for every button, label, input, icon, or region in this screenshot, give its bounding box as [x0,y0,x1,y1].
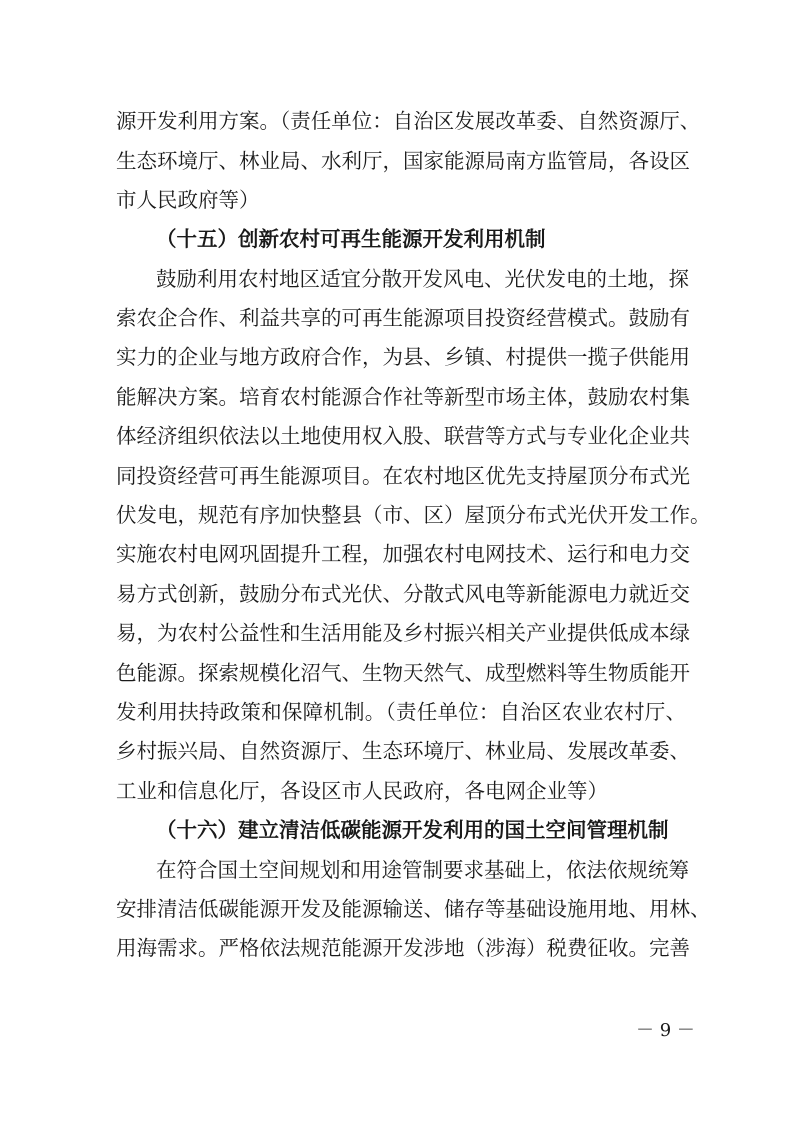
body-text-line: 用海需求。严格依法规范能源开发涉地（涉海）税费征收。完善 [116,936,690,960]
page-number: － 9 － [636,1020,695,1041]
body-text-line: 工业和信息化厅，各设区市人民政府，各电网企业等） [116,779,608,803]
body-text-line: 易方式创新，鼓励分布式光伏、分散式风电等新能源电力就近交 [116,582,690,606]
section-heading-16: （十六）建立清洁低碳能源开发利用的国土空间管理机制 [156,818,669,842]
body-text-line: 鼓励利用农村地区适宜分散开发风电、光伏发电的土地，探 [156,267,689,291]
body-text-line: 易，为农村公益性和生活用能及乡村振兴相关产业提供低成本绿 [116,621,690,645]
body-text-line: 市人民政府等） [116,188,260,212]
body-text-line: 伏发电，规范有序加快整县（市、区）屋顶分布式光伏开发工作。 [116,503,711,527]
body-text-line: 同投资经营可再生能源项目。在农村地区优先支持屋顶分布式光 [116,464,690,488]
body-text-line: 实力的企业与地方政府合作，为县、乡镇、村提供一揽子供能用 [116,345,690,369]
body-text-line: 能解决方案。培育农村能源合作社等新型市场主体，鼓励农村集 [116,385,690,409]
body-text-line: 索农企合作、利益共享的可再生能源项目投资经营模式。鼓励有 [116,306,690,330]
body-text-line: 在符合国土空间规划和用途管制要求基础上，依法依规统筹 [156,858,689,882]
body-text-line: 安排清洁低碳能源开发及能源输送、储存等基础设施用地、用林、 [116,897,711,921]
body-text-line: 源开发利用方案。（责任单位：自治区发展改革委、自然资源厅、 [116,109,701,133]
body-text-line: 色能源。探索规模化沼气、生物天然气、成型燃料等生物质能开 [116,661,690,685]
section-heading-15: （十五）创新农村可再生能源开发利用机制 [156,227,546,251]
body-text-line: 实施农村电网巩固提升工程，加强农村电网技术、运行和电力交 [116,542,690,566]
body-text-line: 体经济组织依法以土地使用权入股、联营等方式与专业化企业共 [116,424,690,448]
body-text-line: 乡村振兴局、自然资源厅、生态环境厅、林业局、发展改革委、 [116,739,690,763]
body-text-line: 发利用扶持政策和保障机制。（责任单位：自治区农业农村厅、 [116,700,686,724]
body-text-line: 生态环境厅、林业局、水利厅，国家能源局南方监管局，各设区 [116,149,690,173]
